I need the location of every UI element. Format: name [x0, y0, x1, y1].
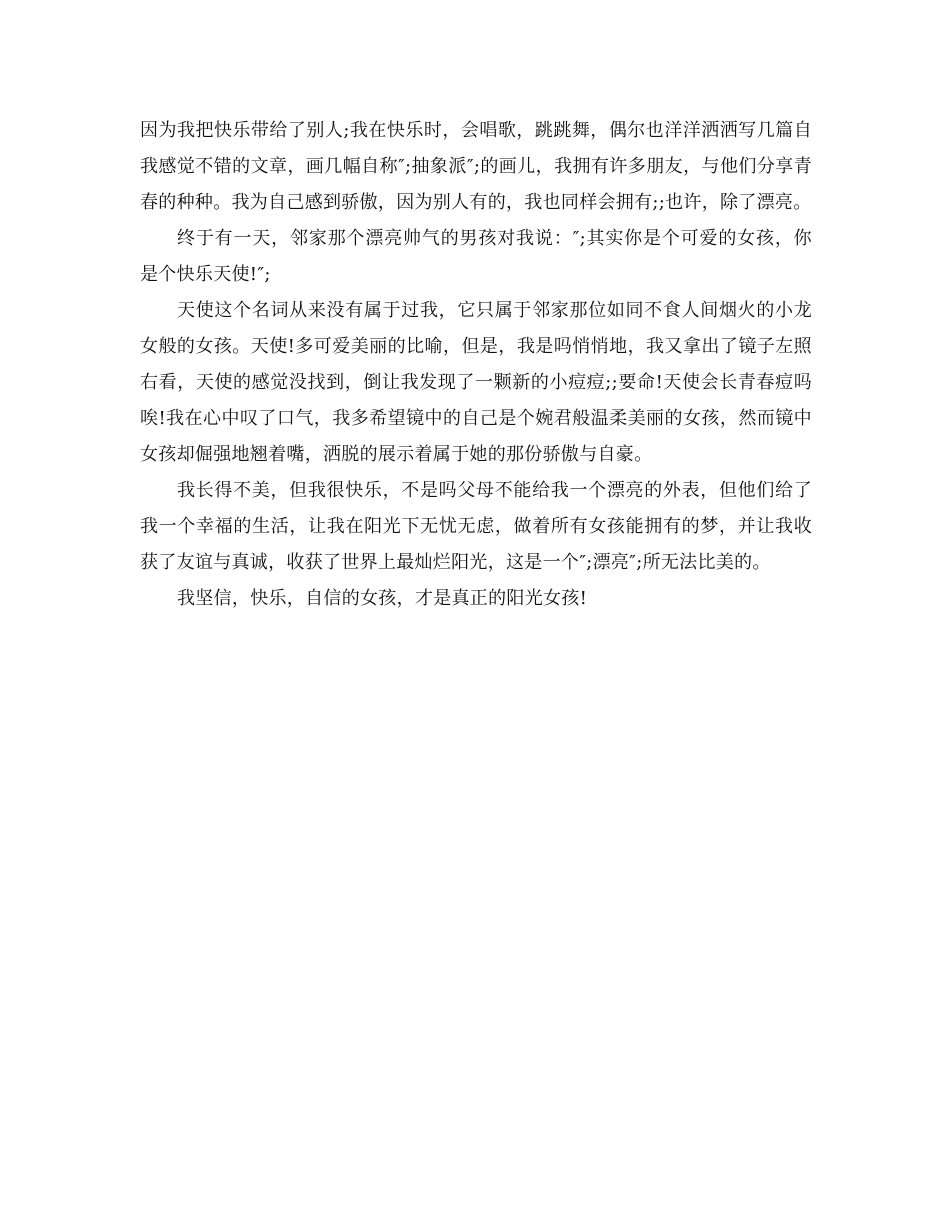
document-body	[140, 113, 812, 617]
paragraph-5: 我坚信，快乐，自信的女孩，才是真正的阳光女孩!	[177, 588, 588, 609]
paragraph-2: 终于有一天，邻家那个漂亮帅气的男孩对我说：″;其实你是个可爱的女孩，你是个快乐天使!″;	[140, 228, 812, 285]
paragraph-1: 因为我把快乐带给了别人;我在快乐时，会唱歌，跳跳舞，偶尔也洋洋洒洒写几篇自我感觉不错的文章，画几幅自称″;抽象派″;的画儿，我拥有许多朋友，与他们分享青春的种种。我为自己感到骄傲，因为别人有的，我也同样会拥有;;也许，除了漂亮。	[140, 120, 812, 213]
paragraph-3: 天使这个名词从来没有属于过我，它只属于邻家那位如同不食人间烟火的小龙女般的女孩。天使!多可爱美丽的比喻，但是，我是吗悄悄地，我又拿出了镜子左照右看，天使的感觉没找到，倒让我发现了一颗新的小痘痘;;要命!天使会长青春痘吗唉!我在心中叹了口气，我多希望镜中的自己是个婉君般温柔美丽的女孩，然而镜中女孩却倔强地翘着嘴，洒脱的展示着属于她的那份骄傲与自豪。	[140, 300, 812, 465]
paragraph-4: 我长得不美，但我很快乐，不是吗父母不能给我一个漂亮的外表，但他们给了我一个幸福的生活，让我在阳光下无忧无虑，做着所有女孩能拥有的梦，并让我收获了友谊与真诚，收获了世界上最灿烂阳光，这是一个″;漂亮″;所无法比美的。	[140, 480, 812, 573]
